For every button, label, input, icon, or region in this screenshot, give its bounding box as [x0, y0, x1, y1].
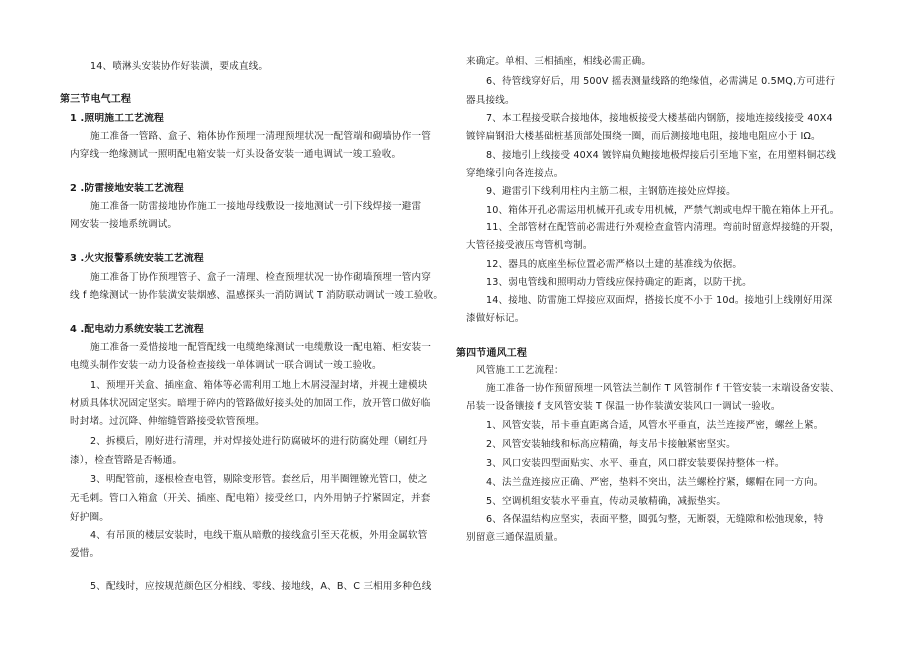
power-paragraph-line: 施工准备一爰惜接地一配管配线一电缆绝缘测试一电缆敷设一配电箱、柜安装一	[90, 342, 432, 353]
section-4-title: 第四节通风工程	[456, 348, 528, 359]
vent-item-4: 4、法兰盘连接应正确、严密，垫料不突出，法兰螺栓拧紧，螺帽在同一方向。	[486, 477, 824, 488]
list-item-1: 1、预埋开关盒、插座盒、箱体等必需利用工地上木屑浸湿封堵，并视土建模块	[90, 380, 428, 391]
list-item-7: 7、本工程接受联合接地体，接地板接受大楼基础内钢筋，接地连接线接受 40X4	[486, 113, 833, 124]
power-paragraph-line: 电缆头制作安装一动力设备检查接线一单体调试一联合调试一竣工验收。	[70, 360, 382, 371]
fire-alarm-paragraph-line: 施工准备丁协作预埋管子、盒子一清理、检查预埋状况一协作砌墙预埋一管内穿	[90, 272, 432, 283]
vent-item-1: 1、风管安装，吊卡垂直距离合适，风管水平垂直，法兰连接严密，螺丝上紧。	[486, 420, 824, 431]
vent-item-5: 5、空调机组安装水平垂直，传动灵敏精确，减振垫实。	[486, 496, 727, 507]
list-item-12: 12、器具的底座坐标位置必需严格以土建的基准线为依据。	[486, 259, 743, 270]
ventilation-paragraph-line: 施工准备一协作预留预埋一风管法兰制作 T 风管制作 f 干管安装一末端设备安装、	[486, 383, 840, 394]
list-item-2: 漆），检查管路是否畅通。	[70, 455, 183, 466]
list-item-14: 14、接地、防雷施工焊接应双面焊，搭接长度不小于 10d。接地引上线刚好用深	[486, 295, 833, 306]
lightning-paragraph-line: 施工准备一防雷接地协作施工一接地母线敷设一接地测试一引下线焊接一避雷	[90, 201, 422, 212]
vent-item-6: 6、各保温结构应坚实，表面平整，圆弧匀整，无断裂，无缝隙和松弛现象，特	[486, 514, 824, 525]
list-item-11: 11、全部管材在配管前必需进行外观检查盒管内清理。弯前时留意焊接缝的开裂，	[486, 222, 840, 233]
continuation-line: 来确定。单相、三相插座，相线必需正确。	[466, 56, 652, 67]
list-item-6: 器具接线。	[466, 95, 515, 106]
lighting-paragraph-line: 施工准备一管路、盒子、箱体协作预埋一清理预埋状况一配管端和砌墙协作一管	[90, 131, 432, 142]
list-item-3: 好护圈。	[70, 512, 109, 523]
section-3-title: 第三节电气工程	[60, 94, 132, 105]
list-item-9: 9、避雷引下线利用柱内主筋二根，主钢筋连接处应焊接。	[486, 186, 736, 197]
list-item-14: 漆做好标记。	[466, 313, 525, 324]
vent-item-6: 别留意三通保温质量。	[466, 532, 564, 543]
list-item-11: 大管径接受液压弯管机弯制。	[466, 240, 593, 251]
list-item-8: 8、接地引上线接受 40X4 镀锌扁负鲍接地极焊接后引至地下室，在用塑料铜芯线	[486, 150, 836, 161]
lightning-paragraph-line: 网安装一接地系统调试。	[70, 219, 178, 230]
list-item-10: 10、箱体开孔必需运用机械开孔或专用机械，严禁气割或电焊干脆在箱体上开孔。	[486, 205, 840, 216]
fire-alarm-paragraph-line: 线 f 绝缘测试一协作装潢安装烟感、温感探头一消防调试 T 消防联动调试一竣工验收。	[70, 290, 444, 301]
vent-item-3: 3、风口安装四型面贴实、水平、垂直，风口群安装要保持整体一样。	[486, 458, 785, 469]
list-item-7: 镀锌扁钢沿大楼基础桩基顶部处围绕一圈，而后测接地电阻，接地电阻应小于 IΩ。	[466, 131, 821, 142]
list-item-1: 材质具体状况固定坚实。暗埋于碎内的管路做好接头处的加固工作，放开管口做好临	[70, 398, 431, 409]
list-item-4: 4、有吊顶的楼层安装时，电线干瓶从暗敷的接线盒引至天花板，外用金属软管	[90, 530, 428, 541]
ventilation-paragraph-line: 吊装一设备镶接 f 支风管安装 T 保温一协作装潢安装风口一调试一验收。	[466, 401, 781, 412]
heading-fire-alarm: 3 .火灾报警系统安装工艺流程	[70, 253, 204, 264]
vent-item-2: 2、风管安装轴线和标高应精确，每支吊卡接触紧密坚实。	[486, 439, 736, 450]
item-14: 14、喷淋头安装协作好装潢，要成直线。	[90, 61, 269, 72]
list-item-3: 3、明配管前，逐根检查电管，剔除变形管。套丝后，用半圈锂镣光管口，使之	[90, 474, 428, 485]
list-item-13: 13、弱电管线和照明动力管线应保持确定的距离，以防干扰。	[486, 277, 752, 288]
list-item-6: 6、待管线穿好后，用 500V 摇表测量线路的绝缘值，必需满足 0.5MQ,方可进行	[486, 76, 836, 87]
list-item-2: 2、拆模后，刚好进行清理，并对焊接处进行防腐破坏的进行防腐处理（刷红丹	[90, 436, 428, 447]
list-item-8: 穿绝缘引向各连接点。	[466, 168, 564, 179]
ventilation-subheading: 风管施工工艺流程：	[476, 365, 564, 376]
heading-lightning-protection: 2 .防雷接地安装工艺流程	[70, 183, 184, 194]
heading-power-distribution: 4 .配电动力系统安装工艺流程	[70, 324, 204, 335]
list-item-5: 5、配线时，应按规范颜色区分相线、零线、接地线，A、B、C 三相用多种色线	[90, 581, 432, 592]
list-item-1: 时封堵。过沉降、伸缩缝管路接受软管预埋。	[70, 416, 265, 427]
list-item-4: 爱惜。	[70, 548, 100, 559]
lighting-paragraph-line: 内穿线一绝缘测试一照明配电箱安装一灯头设备安装一通电调试一竣工验收。	[70, 149, 402, 160]
list-item-3: 无毛刺。管口入箱盒（开关、插座、配电箱）接受丝口，内外用钠子拧紧固定，并套	[70, 493, 431, 504]
heading-lighting: 1 .照明施工工艺流程	[70, 113, 164, 124]
